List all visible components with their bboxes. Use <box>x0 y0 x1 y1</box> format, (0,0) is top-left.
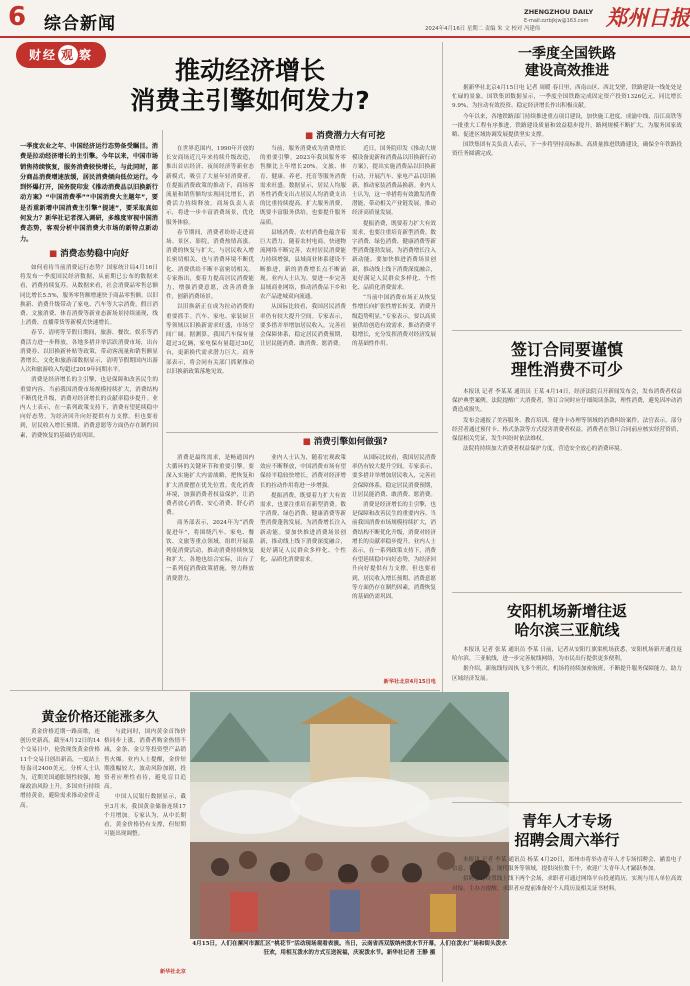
feature-byline: 新华社北京4月15日电 <box>383 679 436 685</box>
col1-para-a: 如何看待当前消费运行态势？国家统计局4月16日将发布一季度国民经济数据，从前期已公布的数据来看，消费持续复苏。从数据来看，社会消费品零售总额同比增长5.5%，服务零售额增速快于商品零售额。以旧换新、消费升级带动了家电、汽车等大宗消费，假日消费、文旅消费、体育消费等新业态新场景持续涌现，线上消费、直播带货等新模式快速增长。 <box>20 265 158 327</box>
gold-col-1 <box>20 728 100 976</box>
talent-headline <box>452 812 682 850</box>
rail-headline <box>452 46 682 80</box>
edition-email: E-mail:zzrbjkjw@163.com <box>524 18 589 24</box>
page-header <box>0 0 690 38</box>
sign-headline <box>452 340 682 380</box>
date-line: 2024年4月16日 星期二 责编 朱 文 校对 冯建伟 <box>425 26 541 32</box>
subhead-2: ■ 消费潜力大有可挖 <box>260 130 430 142</box>
divider <box>452 330 682 331</box>
col7-para-a: 从国际比较看，我国居民消费率仍有较大提升空间。专家表示，要多措并举增加居民收入，完善社会保障体系，稳定居民消费预期，让居民能消费、敢消费、愿消费。 <box>352 455 436 498</box>
gold-para-c: 中国人民银行数据显示，截至3月末，我国黄金储备连续17个月增加。专家认为，从中长期看，黄金价格仍有支撑，但短期可能出现调整。 <box>104 794 186 838</box>
article-col-3 <box>260 145 346 433</box>
divider <box>166 432 438 433</box>
page-number: 6 <box>8 2 27 32</box>
sign-para-c: 法院将持续加大消费者权益保护力度，营造安全放心的消费环境。 <box>463 446 626 453</box>
article-col-5 <box>166 454 254 688</box>
gold-para-b: 与此同时，国内黄金首饰价格同步上涨，消费者购金热情不减，金条、金豆等投资型产品销售火爆。业内人士提醒，金价短期涨幅较大，波动风险加剧，投资者应理性看待，避免盲目追高。 <box>104 729 186 791</box>
flight-headline-2: 哈尔滨三亚航线 <box>514 621 620 639</box>
section-title: 综合新闻 <box>44 14 116 34</box>
talent-para-b: 招聘会将设置线上线下两个会场，求职者可通过网络平台投递简历，实现与用人单位高效对接。主办方提醒，求职者应提前准备好个人简历及相关证书材料。 <box>452 876 682 892</box>
sign-para-a: 本报讯 记者 李某某 通讯员 王某 4月14日，经济法院召开新闻发布会，发布消费者权益保护典型案例。法院提醒广大消费者，签订合同时应仔细阅读条款，理性消费，避免因冲动消费造成损失。 <box>452 389 682 414</box>
col3-para-c: 从国际比较看，我国居民消费率仍有较大提升空间。专家表示，要多措并举增加居民收入，完善社会保障体系，稳定居民消费预期，让居民能消费、敢消费、愿消费。 <box>260 304 346 348</box>
col1-para-c: 消费是经济增长的主引擎，也是保障和改善民生的重要内容。当前我国消费市场规模持续扩大，消费结构不断优化升级，消费对经济增长的贡献率稳步提升。业内人士表示，在一系列政策支持下，消费有望延续稳中向好态势，为经济回升向好提供有力支撑。但也要看到，居民收入增长预期、消费意愿等方面仍存在制约因素，消费恢复的基础仍需巩固。 <box>20 377 158 439</box>
col3-para-b: 县域消费、农村消费也蕴含着巨大潜力。随着农村电商、快递物流网络不断完善，农村居民消费能力持续增强，县域商业体系建设不断推进，新的消费增长点不断涌现。业内人士认为，要进一步完善县域商业网络，推动消费品下乡和农产品进城双向流通。 <box>260 229 346 301</box>
subhead-3: ■ 消费引擎如何做强? <box>260 436 430 448</box>
article-col-4 <box>352 145 436 433</box>
flight-para-b: 据介绍，新航线每周执飞多个班次，机场将持续加密航班，不断提升服务保障能力，助力区域经济发展。 <box>452 666 682 682</box>
sign-headline-2: 理性消费不可少 <box>510 360 623 379</box>
rail-article <box>452 84 682 326</box>
col4-para-c-dup: 提振消费，既要着力扩大有效需求，也要注重培育新型消费。数字消费、绿色消费、健康消费等新型消费蓬勃发展，为消费增长注入新动能。要加快推进消费场景创新，推动线上线下消费深度融合，更好满足人民群众多样化、个性化、品质化消费需求。 <box>260 492 346 564</box>
divider <box>162 130 163 690</box>
col2-para-c: 以旧换新正在成为拉动消费的重要抓手。汽车、家电、家装厨卫等领域以旧换新需求旺盛，市场空间广阔。据测算，我国汽车保有量超过3亿辆，家电保有量超过30亿台，更新换代需求潜力巨大。商务部表示，将会同有关部门抓紧推动以旧换新政策落地见效。 <box>166 304 254 375</box>
sign-article <box>452 388 682 588</box>
article-col-2 <box>166 145 254 433</box>
rail-para-a: 据新华社北京4月15日电 记者 周暖 春日里，西南山区、西北戈壁，铁路建设一线处处是忙碌的景象。国铁集团数据显示，一季度全国铁路完成固定资产投资1326亿元，同比增长9.9%，为拉动有效投资、稳定经济增长作出积极贡献。 <box>452 85 682 110</box>
divider <box>452 802 682 803</box>
talent-headline-1: 青年人才专场 <box>521 812 612 830</box>
col4-para-b: 提振消费，既要着力扩大有效需求，也要注重培育新型消费。数字消费、绿色消费、健康消费等新型消费蓬勃发展，为消费增长注入新动能。要加快推进消费场景创新，推动线上线下消费深度融合，更好满足人民群众多样化、个性化、品质化消费需求。 <box>352 220 436 292</box>
flight-headline <box>452 602 682 640</box>
rail-headline-1: 一季度全国铁路 <box>518 46 616 62</box>
band-right: 察 <box>79 48 94 62</box>
masthead-logo: 郑州日报 <box>606 5 690 30</box>
col5-para-a: 消费是最终需求，是畅通国内大循环的关键环节和重要引擎。要深入实施扩大内需战略，把恢复和扩大消费摆在优先位置。优化消费环境，加强消费者权益保护，让消费者放心消费、安心消费、舒心消费。 <box>166 455 254 517</box>
col2-para-b: 春节期间，消费者纷纷走进商场、景区、影院，消费热情高涨。消费的恢复与扩大，与居民收入增长密切相关，也与消费环境不断优化、消费供给不断丰富密切相关。专家指出，要着力提高居民消费能力，增强消费意愿，改善消费条件，创新消费场景。 <box>166 229 254 301</box>
main-headline <box>70 56 430 116</box>
gold-byline: 新华社北京 <box>160 969 186 975</box>
edition-name: ZHENGZHOU DAILY <box>524 8 594 16</box>
gold-headline: 黄金价格还能涨多久 <box>41 710 159 725</box>
gold-para-a: 黄金价格近期一路高歌，连创历史新高。截至4月12日的14个交易日中，伦敦现货黄金价格11个交易日创出新高，一度站上每盎司2400美元。分析人士认为，近期美国通胀韧性较强，地缘政治风险上升，多国央行持续增持黄金，避险需求推动金价走高。 <box>20 729 100 809</box>
col1-para-b: 春节、清明等节假日期间，旅游、餐饮、娱乐等消费活力进一步释放，各地多措并举活跃消费市场，出台消费券、以旧换新补贴等政策，带动客流量和销售额显著增长。文化和旅游部数据显示，清明节假期国内出游人次和旅游收入均超过2019年同期水平。 <box>20 330 158 374</box>
col5-para-b: 商务部表示，2024年为“消费促进年”，将围绕汽车、家电、餐饮、文旅等重点领域，组织开展系列促消费活动，推动消费持续恢复和扩大。各地也结合实际，出台了一系列促消费政策措施，努力释放消费潜力。 <box>166 520 254 582</box>
col4-para-a: 近日，国务院印发《推动大规模设备更新和消费品以旧换新行动方案》，提出实施消费品以旧换新行动，开展汽车、家电产品以旧换新，推动家装消费品换新。业内人士认为，这一举措将有效激发消费潜能，带动相关产业链发展，推动经济高质量发展。 <box>352 146 436 217</box>
sign-headline-1: 签订合同要谨慎 <box>510 340 623 359</box>
flight-headline-1: 安阳机场新增往返 <box>506 602 627 620</box>
rail-para-b: 今年以来，各地铁路部门持续推进重点项目建设，加快施工进度。成渝中线、沿江高铁等一批重大工程有序推进，铁路建设质量和效益稳步提升，路网规模不断扩大，为服务国家战略、促进区域协调发展提供坚实支撑。 <box>452 113 682 139</box>
article-col-1 <box>20 264 158 692</box>
band-mid: 观 <box>58 45 78 65</box>
band-left: 财经 <box>28 48 57 62</box>
lead-paragraph: 一季度农业之年、中国经济运行态势备受瞩目。消费是拉动经济增长的主引擎。今年以来，中国市场销售持续恢复，服务消费较快增长，与此同时，部分商品消费增速放缓，居民消费倾向低位运行。今到怀爆打开，国务院印发《推动消费品以旧换新行动方案》“中国消费季”“中国消费大主题年”，要是否重新增中国消费主引擎“提速”，要采取真如何发力？新华社记者深入调研，多维度审视中国消费态势，客观分析中国消费大市场的新特点新动力。 <box>20 143 158 243</box>
subhead-1: ■ 消费态势稳中向好 <box>20 248 158 260</box>
article-col-6 <box>260 454 346 688</box>
gold-col-2 <box>104 728 186 968</box>
flight-para-a: 本报讯 记者 张某 通讯员 李某 日前，记者从安阳红旗渠机场获悉，安阳机场新开通往返哈尔滨、三亚航线，进一步完善航线网络，为市民出行提供更多便利。 <box>452 647 682 663</box>
talent-para-a: 本报讯 记者 李某 通讯员 杨某 4月20日，郑州市将举办青年人才专场招聘会，涵盖电子信息、装备制造、现代服务等领域，提供岗位数千个，欢迎广大青年人才踊跃参加。 <box>452 857 682 873</box>
talent-article <box>452 856 682 980</box>
col4-para-c: “当前中国消费市场正从恢复性增长向扩张性增长转变，消费升级趋势明显。”专家表示，要以高质量供给创造有效需求，推动消费平稳增长，充分发挥消费对经济发展的基础性作用。 <box>352 295 436 348</box>
article-col-7 <box>352 454 436 676</box>
rail-headline-2: 建设高效推进 <box>525 63 609 79</box>
rail-para-c: 国铁集团有关负责人表示，下一步将坚持高标准、高质量推进铁路建设，确保全年铁路投资任务圆满完成。 <box>452 142 682 158</box>
photo-caption: 4月15日，人们在漯河市源汇区“桃花节”活动现场观看表演。当日，云南省西双版纳州泼水节开幕，人们在泼水广场和街头泼水狂欢，用相互泼水的方式互送祝福，庆祝泼水节。新华社记者 王静 摄 <box>192 941 507 956</box>
headline-line-2: 消费主引擎如何发力? <box>130 86 370 115</box>
flight-article <box>452 646 682 798</box>
headline-line-1: 推动经济增长 <box>174 56 325 85</box>
sign-para-b: 发布会通报了美容服务、教育培训、健身卡办理等领域的消费纠纷案件。法官表示，部分经营者通过预付卡、格式条款等方式侵害消费者权益，消费者在签订合同前应核实经营资质，保留相关凭证，发生纠纷时依法维权。 <box>452 417 682 443</box>
col3-para-a: 当前，服务消费成为消费增长的重要引擎。2023年我国服务零售额比上年增长20%，文旅、体育、健康、养老、托育等服务消费需求旺盛。数据显示，居民人均服务性消费支出占居民人均消费支出的比重持续提高。扩大服务消费，既要丰富服务供给，也要提升服务品质。 <box>260 146 346 226</box>
divider <box>452 592 682 593</box>
col2-para-a: 在世界范围内，1990年开放的长安商场近几年来持续升级改造，推出首店经济、夜间经济等新业态新模式，吸引了大量年轻消费者。在提振消费政策的推动下，商场客流量和销售额均实现同比增长，消费活力持续释放。商场负责人表示，将进一步丰富消费场景，优化服务体验。 <box>166 146 254 226</box>
talent-headline-2: 招聘会周六举行 <box>514 831 620 849</box>
divider <box>10 690 440 691</box>
col7-para-b: 消费是经济增长的主引擎，也是保障和改善民生的重要内容。当前我国消费市场规模持续扩大，消费结构不断优化升级，消费对经济增长的贡献率稳步提升。业内人士表示，在一系列政策支持下，消费有望延续稳中向好态势，为经济回升向好提供有力支撑。但也要看到，居民收入增长预期、消费意愿等方面仍存在制约因素，消费恢复的基础仍需巩固。 <box>352 502 436 601</box>
col5-para-c: 业内人士认为，随着宏观政策效应不断释放，中国消费市场有望保持平稳较快增长，消费对经济增长的拉动作用将进一步增强。 <box>260 455 346 489</box>
